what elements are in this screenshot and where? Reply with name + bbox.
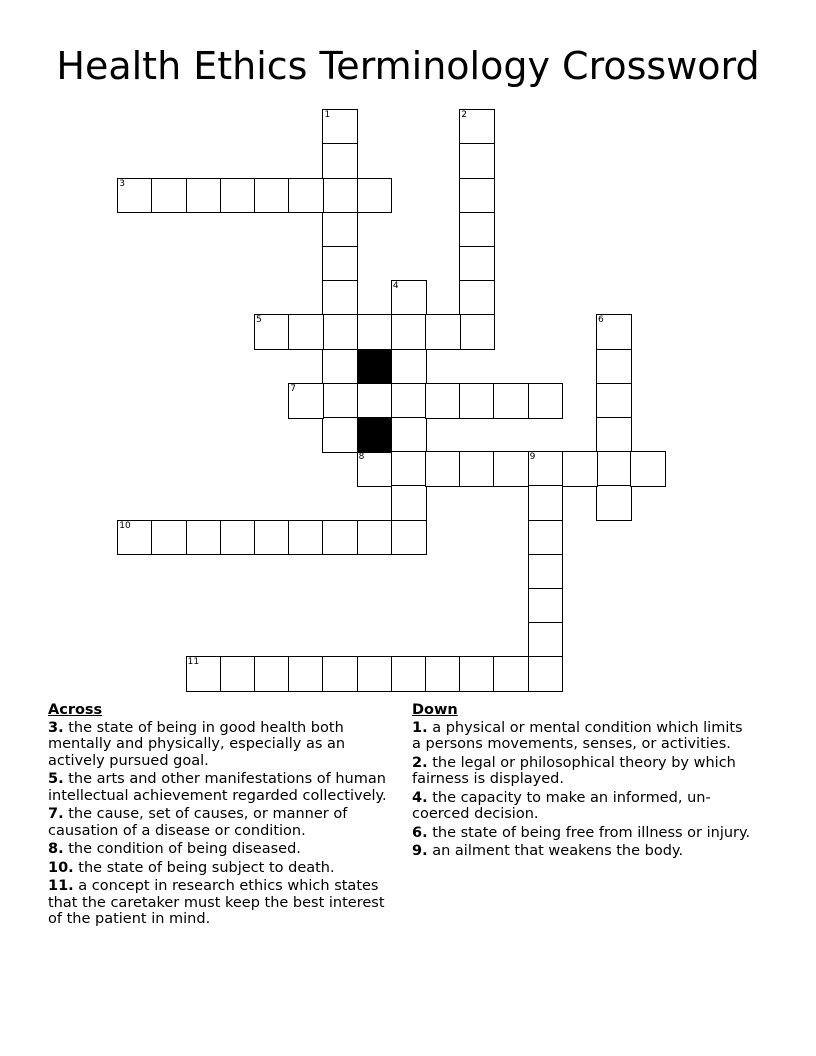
grid-cell[interactable] [391, 280, 427, 316]
across-heading: Across [48, 702, 103, 718]
grid-cell[interactable] [528, 383, 564, 419]
grid-cell[interactable] [425, 383, 461, 419]
clue-label: 6. [412, 824, 428, 841]
down-clue-list [412, 720, 752, 860]
grid-cell[interactable] [254, 178, 290, 214]
clue-text: the capacity to make an informed, un-coerced decision. [412, 789, 711, 822]
grid-cell[interactable] [391, 451, 427, 487]
grid-cell[interactable] [288, 178, 324, 214]
clue-item [412, 790, 752, 823]
grid-cell[interactable] [528, 588, 564, 624]
clue-label: 4. [412, 789, 428, 806]
grid-cell[interactable] [391, 383, 427, 419]
clue-item [412, 843, 752, 860]
clue-text: a physical or mental condition which limits a persons movements, senses, or activities. [412, 719, 743, 752]
grid-cell[interactable] [151, 178, 187, 214]
down-heading: Down [412, 702, 458, 718]
across-clue-list [48, 720, 400, 928]
clue-label: 7. [48, 806, 64, 822]
grid-cell[interactable] [254, 314, 290, 350]
clue-text: the condition of being diseased. [63, 841, 301, 857]
grid-cell[interactable] [357, 656, 393, 692]
grid-cell[interactable] [596, 451, 632, 487]
clue-label: 2. [412, 754, 428, 771]
clue-number: 11 [187, 657, 200, 668]
grid-cell[interactable] [186, 656, 222, 692]
clue-text: the state of being subject to death. [73, 859, 335, 876]
clue-item [48, 860, 400, 877]
grid-cell[interactable] [117, 520, 153, 556]
grid-cell[interactable] [596, 485, 632, 521]
grid-cell[interactable] [357, 314, 393, 350]
clue-text: the arts and other manifestations of human intellectual achievement regarded collectively. [48, 771, 387, 804]
grid-cell[interactable] [459, 656, 495, 692]
grid-cell[interactable] [596, 349, 632, 385]
grid-cell[interactable] [528, 451, 564, 487]
grid-cell[interactable] [596, 383, 632, 419]
clue-number: 6 [598, 315, 604, 326]
clue-label: 3. [48, 719, 64, 736]
grid-cell[interactable] [357, 178, 393, 214]
black-cell [357, 417, 393, 453]
clue-item [48, 878, 400, 928]
grid-cell[interactable] [459, 451, 495, 487]
grid-cell[interactable] [596, 417, 632, 453]
down-clues [412, 702, 752, 862]
grid-cell[interactable] [459, 383, 495, 419]
grid-cell[interactable] [425, 314, 461, 350]
clue-number: 3 [119, 178, 125, 189]
grid-cell[interactable] [391, 417, 427, 453]
grid-cell[interactable] [322, 280, 358, 316]
grid-cell[interactable] [220, 178, 256, 214]
clue-text: the state of being in good health both mentally and physically, especially as an actively pursued goal. [48, 719, 346, 769]
clue-text: the legal or philosophical theory by which fairness is displayed. [412, 754, 736, 787]
clue-label: 8. [48, 841, 64, 857]
grid-cell[interactable] [151, 520, 187, 556]
clue-item [48, 720, 400, 770]
grid-cell[interactable] [186, 520, 222, 556]
clue-text: an ailment that weakens the body. [427, 843, 684, 859]
grid-cell[interactable] [220, 520, 256, 556]
grid-cell[interactable] [357, 383, 393, 419]
grid-cell[interactable] [391, 314, 427, 350]
grid-cell[interactable] [596, 314, 632, 350]
grid-cell[interactable] [459, 178, 495, 214]
grid-cell[interactable] [391, 349, 427, 385]
grid-cell[interactable] [528, 622, 564, 658]
grid-cell[interactable] [459, 246, 495, 282]
clue-number: 8 [358, 452, 365, 463]
grid-cell[interactable] [528, 520, 564, 556]
black-cell [357, 349, 393, 385]
grid-cell[interactable] [630, 451, 666, 487]
grid-cell[interactable] [391, 656, 427, 692]
clue-text: the cause, set of causes, or manner of causation of a disease or condition. [48, 806, 348, 839]
clue-label: 9. [412, 843, 428, 859]
grid-cell[interactable] [322, 417, 358, 453]
grid-cell[interactable] [186, 178, 222, 214]
grid-cell[interactable] [322, 314, 358, 350]
grid-cell[interactable] [425, 451, 461, 487]
clue-label: 10. [48, 859, 74, 876]
across-clues [48, 702, 400, 930]
grid-cell[interactable] [459, 314, 495, 350]
grid-cell[interactable] [322, 143, 358, 179]
clue-item [412, 720, 752, 753]
clue-item [48, 771, 400, 804]
grid-cell[interactable] [322, 212, 358, 248]
grid-cell[interactable] [322, 656, 358, 692]
clue-number: 5 [256, 315, 262, 326]
clue-number: 9 [529, 452, 536, 463]
grid-cell[interactable] [562, 451, 598, 487]
clue-label: 1. [412, 719, 428, 736]
grid-cell[interactable] [357, 451, 393, 487]
grid-cell[interactable] [288, 520, 324, 556]
grid-cell[interactable] [254, 520, 290, 556]
grid-cell[interactable] [322, 383, 358, 419]
grid-cell[interactable] [391, 485, 427, 521]
clue-number: 7 [290, 383, 296, 394]
clue-item [412, 825, 752, 842]
clue-item [48, 806, 400, 839]
clue-item [48, 841, 400, 858]
grid-cell[interactable] [425, 656, 461, 692]
grid-cell[interactable] [288, 383, 324, 419]
grid-cell[interactable] [322, 109, 358, 145]
grid-cell[interactable] [528, 485, 564, 521]
grid-cell[interactable] [322, 246, 358, 282]
grid-cell[interactable] [254, 656, 290, 692]
grid-cell[interactable] [357, 520, 393, 556]
grid-cell[interactable] [459, 109, 495, 145]
grid-cell[interactable] [528, 554, 564, 590]
grid-cell[interactable] [117, 178, 153, 214]
grid-cell[interactable] [493, 451, 529, 487]
clue-number: 10 [119, 520, 131, 531]
clue-number: 2 [461, 110, 467, 121]
grid-cell[interactable] [288, 314, 324, 350]
grid-cell[interactable] [391, 520, 427, 556]
grid-cell[interactable] [459, 212, 495, 248]
grid-cell[interactable] [459, 143, 495, 179]
grid-cell[interactable] [288, 656, 324, 692]
clue-item [412, 755, 752, 788]
grid-cell[interactable] [528, 656, 564, 692]
grid-cell[interactable] [322, 520, 358, 556]
clue-text: a concept in research ethics which states that the caretaker must keep the best interest of the patient in mind. [48, 878, 385, 927]
clue-label: 5. [48, 771, 64, 787]
clue-text: the state of being free from illness or injury. [427, 824, 751, 841]
grid-cell[interactable] [493, 383, 529, 419]
puzzle-title: Health Ethics Terminology Crossword [56, 44, 760, 88]
clue-label: 11. [48, 878, 74, 894]
grid-cell[interactable] [459, 280, 495, 316]
grid-cell[interactable] [322, 349, 358, 385]
grid-cell[interactable] [322, 178, 358, 214]
grid-cell[interactable] [493, 656, 529, 692]
grid-cell[interactable] [220, 656, 256, 692]
clue-number: 1 [324, 110, 331, 121]
clue-number: 4 [392, 281, 399, 292]
